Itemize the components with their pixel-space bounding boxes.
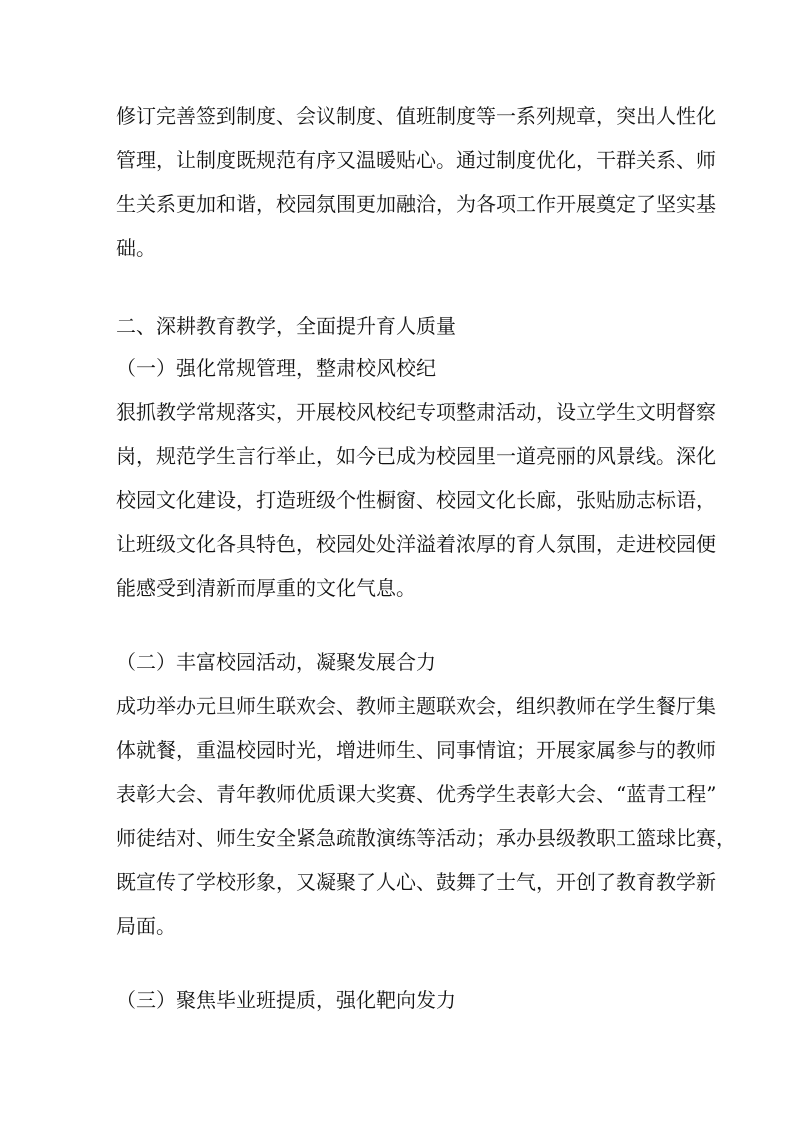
body-text-line: 校园文化建设，打造班级个性橱窗、校园文化长廊，张贴励志标语， xyxy=(116,488,716,512)
subsection-heading: （二）丰富校园活动，凝聚发展合力 xyxy=(116,650,436,674)
body-text-line: 能感受到清新而厚重的文化气息。 xyxy=(116,576,416,600)
body-text-line: 础。 xyxy=(116,236,156,260)
section-heading: 二、深耕教育教学，全面提升育人质量 xyxy=(116,314,456,338)
body-text-line: 让班级文化各具特色，校园处处洋溢着浓厚的育人氛围，走进校园便 xyxy=(116,532,716,556)
subsection-heading: （一）强化常规管理，整肃校风校纪 xyxy=(116,356,436,380)
body-text-line: 成功举办元旦师生联欢会、教师主题联欢会，组织教师在学生餐厅集 xyxy=(116,694,716,718)
body-text-line: 管理，让制度既规范有序又温暖贴心。通过制度优化，干群关系、师 xyxy=(116,148,716,172)
body-text-line: 生关系更加和谐，校园氛围更加融洽，为各项工作开展奠定了坚实基 xyxy=(116,192,716,216)
body-text-line: 体就餐，重温校园时光，增进师生、同事情谊；开展家属参与的教师 xyxy=(116,738,716,762)
body-text-line: 既宣传了学校形象，又凝聚了人心、鼓舞了士气，开创了教育教学新 xyxy=(116,870,716,894)
body-text-line: 狠抓教学常规落实，开展校风校纪专项整肃活动，设立学生文明督察 xyxy=(116,400,716,424)
body-text-line: 师徒结对、师生安全紧急疏散演练等活动；承办县级教职工篮球比赛， xyxy=(116,826,736,850)
body-text-line: 表彰大会、青年教师优质课大奖赛、优秀学生表彰大会、“蓝青工程” xyxy=(116,782,717,806)
subsection-heading: （三）聚焦毕业班提质，强化靶向发力 xyxy=(116,988,456,1012)
body-text-line: 岗，规范学生言行举止，如今已成为校园里一道亮丽的风景线。深化 xyxy=(116,444,716,468)
body-text-line: 修订完善签到制度、会议制度、值班制度等一系列规章，突出人性化 xyxy=(116,104,716,128)
body-text-line: 局面。 xyxy=(116,914,176,938)
